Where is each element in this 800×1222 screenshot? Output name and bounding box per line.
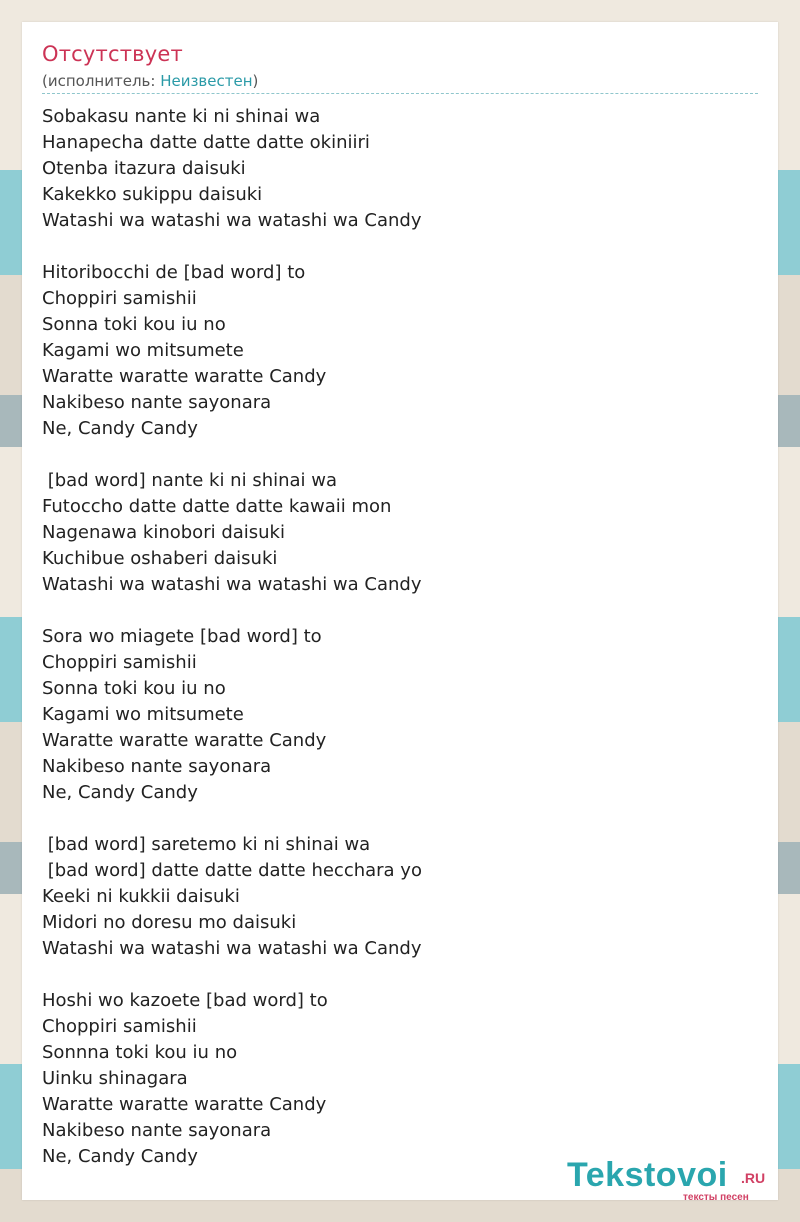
lyric-line (42, 234, 758, 260)
lyric-line: Sobakasu nante ki ni shinai wa (42, 106, 321, 127)
lyric-line: Nagenawa kinobori daisuki (42, 522, 285, 543)
lyric-line: Nakibeso nante sayonara (42, 1120, 272, 1141)
meta-prefix: (исполнитель: (42, 72, 161, 90)
lyric-line: Sora wo miagete [bad word] to (42, 626, 322, 647)
song-meta (42, 72, 758, 94)
lyric-line: Watashi wa watashi wa watashi wa Candy (42, 574, 422, 595)
lyric-line: Sonnna toki kou iu no (42, 1042, 238, 1063)
lyric-line (42, 806, 758, 832)
site-logo[interactable] (567, 1156, 777, 1204)
lyric-line: Otenba itazura daisuki (42, 158, 246, 179)
lyric-line: Uinku shinagara (42, 1068, 188, 1089)
lyric-line: [bad word] nante ki ni shinai wa (42, 470, 338, 491)
lyric-line: Kakekko sukippu daisuki (42, 184, 263, 205)
lyric-line: Ne, Candy Candy (42, 782, 198, 803)
lyric-line (42, 962, 758, 988)
lyric-line: Waratte waratte waratte Candy (42, 730, 327, 751)
logo-domain: .RU (741, 1170, 766, 1186)
meta-suffix: ) (252, 72, 259, 90)
lyric-line: Midori no doresu mo daisuki (42, 912, 297, 933)
lyric-line: Nakibeso nante sayonara (42, 756, 272, 777)
logo-tagline: тексты песен (683, 1192, 749, 1203)
lyric-line: Kagami wo mitsumete (42, 704, 244, 725)
lyric-line: Futoccho datte datte datte kawaii mon (42, 496, 392, 517)
lyrics-card (22, 22, 778, 1203)
lyric-line: Choppiri samishii (42, 1016, 197, 1037)
lyric-line: Hoshi wo kazoete [bad word] to (42, 990, 328, 1011)
lyric-line (42, 442, 758, 468)
lyric-line: Watashi wa watashi wa watashi wa Candy (42, 210, 422, 231)
lyric-line: Choppiri samishii (42, 288, 197, 309)
lyric-line: Keeki ni kukkii daisuki (42, 886, 240, 907)
lyric-line: [bad word] datte datte datte hecchara yo (42, 860, 422, 881)
lyric-line: Hanapecha datte datte datte okiniiri (42, 132, 370, 153)
lyric-line: Watashi wa watashi wa watashi wa Candy (42, 938, 422, 959)
lyric-line: Hitoribocchi de [bad word] to (42, 262, 306, 283)
lyric-line: [bad word] saretemo ki ni shinai wa (42, 834, 371, 855)
lyric-line: Sonna toki kou iu no (42, 678, 226, 699)
lyrics-text (42, 104, 758, 1170)
lyric-line: Kagami wo mitsumete (42, 340, 244, 361)
lyric-line: Sonna toki kou iu no (42, 314, 226, 335)
lyric-line: Waratte waratte waratte Candy (42, 1094, 327, 1115)
song-title: Отсутствует (42, 42, 183, 66)
lyric-line: Ne, Candy Candy (42, 1146, 198, 1167)
lyric-line: Waratte waratte waratte Candy (42, 366, 327, 387)
logo-wordmark: Tekstovoi (567, 1156, 728, 1194)
lyric-line: Nakibeso nante sayonara (42, 392, 272, 413)
lyric-line: Choppiri samishii (42, 652, 197, 673)
artist-link[interactable]: Неизвестен (160, 72, 253, 90)
lyric-line: Kuchibue oshaberi daisuki (42, 548, 278, 569)
lyric-line: Ne, Candy Candy (42, 418, 198, 439)
lyric-line (42, 598, 758, 624)
